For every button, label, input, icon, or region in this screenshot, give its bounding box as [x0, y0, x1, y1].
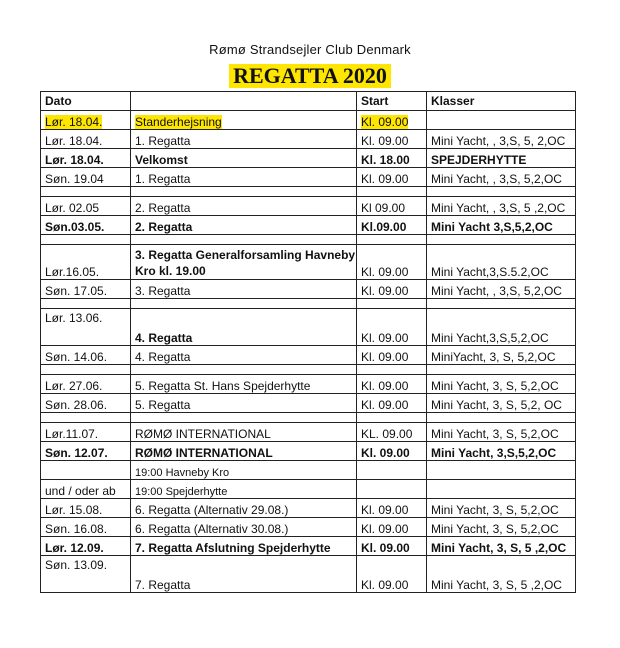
classes-cell [427, 480, 576, 499]
classes-cell [427, 461, 576, 480]
table-row [41, 518, 576, 537]
event-line-2: Kro kl. 19.00 [135, 264, 206, 278]
classes-cell: Mini Yacht, 3, S, 5,2,OC [427, 499, 576, 518]
date-cell: Søn. 12.07. [41, 442, 131, 461]
date-cell: Lør. 27.06. [41, 375, 131, 394]
event-cell: 5. Regatta St. Hans Spejderhytte [131, 375, 357, 394]
start-cell: Kl. 09.00 [357, 375, 427, 394]
date-cell [41, 461, 131, 480]
table-header [41, 92, 576, 111]
date-cell: Lør. 12.09. [41, 537, 131, 556]
event-cell: 6. Regatta (Alternativ 29.08.) [131, 499, 357, 518]
table-row [41, 197, 576, 216]
table-row [41, 245, 576, 280]
table-row [41, 442, 576, 461]
table-row [41, 375, 576, 394]
table-row [41, 423, 576, 442]
table-row [41, 394, 576, 413]
event-cell: 19:00 Havneby Kro [131, 461, 357, 480]
event-cell: 19:00 Spejderhytte [131, 480, 357, 499]
event-line-1: 3. Regatta Generalforsamling Havneby [135, 248, 356, 262]
table-row [41, 111, 576, 130]
classes-cell: Mini Yacht, 3, S, 5 ,2,OC [427, 537, 576, 556]
table-row [41, 556, 576, 593]
date-cell: und / oder ab [41, 480, 131, 499]
classes-cell: Mini Yacht, , 3,S, 5,2,OC [427, 168, 576, 187]
start-cell: KL. 09.00 [357, 423, 427, 442]
table-row [41, 461, 576, 480]
table-row [41, 480, 576, 499]
event-cell: 4. Regatta [131, 309, 357, 346]
classes-cell: Mini Yacht, 3, S, 5,2,OC [427, 423, 576, 442]
start-cell: Kl. 09.00 [357, 556, 427, 593]
spacer-row [41, 187, 576, 197]
event-cell: RØMØ INTERNATIONAL [131, 423, 357, 442]
start-cell: Kl. 09.00 [357, 442, 427, 461]
event-cell: RØMØ INTERNATIONAL [131, 442, 357, 461]
start-cell [357, 480, 427, 499]
table-row [41, 309, 576, 346]
date-cell: Søn. 19.04 [41, 168, 131, 187]
start-cell: Kl. 09.00 [357, 309, 427, 346]
event-cell: 2. Regatta [131, 216, 357, 235]
start-cell: Kl.09.00 [357, 216, 427, 235]
table-row [41, 168, 576, 187]
table-row [41, 280, 576, 299]
event-cell: 4. Regatta [131, 346, 357, 365]
date-cell: Lør.16.05. [41, 245, 131, 280]
date-cell: Lør. 18.04. [41, 111, 131, 130]
col-klasser: Klasser [427, 92, 576, 111]
event-cell: 3. Regatta [131, 280, 357, 299]
date-cell: Lør. 13.06. [41, 309, 131, 346]
classes-cell [427, 111, 576, 130]
event-cell: 5. Regatta [131, 394, 357, 413]
start-cell: Kl. 09.00 [357, 346, 427, 365]
start-cell: Kl. 09.00 [357, 130, 427, 149]
date-cell: Søn. 16.08. [41, 518, 131, 537]
spacer-row [41, 413, 576, 423]
date-cell: Lør. 02.05 [41, 197, 131, 216]
date-cell: Søn. 14.06. [41, 346, 131, 365]
start-cell: Kl. 18.00 [357, 149, 427, 168]
classes-cell: SPEJDERHYTTE [427, 149, 576, 168]
classes-cell: Mini Yacht 3,S,5,2,OC [427, 216, 576, 235]
start-cell: Kl 09.00 [357, 197, 427, 216]
classes-cell: MiniYacht, 3, S, 5,2,OC [427, 346, 576, 365]
table-row [41, 346, 576, 365]
classes-cell: Mini Yacht,3,S.5.2,OC [427, 245, 576, 280]
start-cell: Kl. 09.00 [357, 394, 427, 413]
date-cell: Søn.03.05. [41, 216, 131, 235]
event-cell: Velkomst [131, 149, 357, 168]
classes-cell: Mini Yacht, , 3,S, 5,2,OC [427, 280, 576, 299]
classes-cell: Mini Yacht, 3, S, 5 ,2,OC [427, 556, 576, 593]
spacer-row [41, 299, 576, 309]
event-cell: Standerhejsning [131, 111, 357, 130]
start-cell [357, 461, 427, 480]
classes-cell: Mini Yacht, 3,S,5,2,OC [427, 442, 576, 461]
date-cell: Søn. 17.05. [41, 280, 131, 299]
club-name: Rømø Strandsejler Club Denmark [209, 42, 411, 57]
table-row [41, 149, 576, 168]
table-row [41, 216, 576, 235]
start-cell: Kl. 09.00 [357, 537, 427, 556]
classes-cell: Mini Yacht, , 3,S, 5 ,2,OC [427, 197, 576, 216]
date-cell: Søn. 13.09. [41, 556, 131, 593]
start-cell: Kl. 09.00 [357, 499, 427, 518]
date-cell: Lør. 18.04. [41, 149, 131, 168]
table-row [41, 499, 576, 518]
classes-cell: Mini Yacht,3,S,5,2,OC [427, 309, 576, 346]
date-cell: Lør.11.07. [41, 423, 131, 442]
start-cell: Kl. 09.00 [357, 168, 427, 187]
classes-cell: Mini Yacht, 3, S, 5,2,OC [427, 375, 576, 394]
event-cell: 2. Regatta [131, 197, 357, 216]
title-wrap [0, 64, 620, 88]
event-cell [131, 245, 357, 280]
classes-cell: Mini Yacht, , 3,S, 5, 2,OC [427, 130, 576, 149]
col-start: Start [357, 92, 427, 111]
col-event [131, 92, 357, 111]
event-cell: 7. Regatta Afslutning Spejderhytte [131, 537, 357, 556]
table-row [41, 130, 576, 149]
table-row [41, 537, 576, 556]
event-cell: 6. Regatta (Alternativ 30.08.) [131, 518, 357, 537]
col-dato: Dato [41, 92, 131, 111]
date-cell: Lør. 15.08. [41, 499, 131, 518]
event-cell: 1. Regatta [131, 168, 357, 187]
start-cell: Kl. 09.00 [357, 518, 427, 537]
event-cell: 1. Regatta [131, 130, 357, 149]
classes-cell: Mini Yacht, 3, S, 5,2, OC [427, 394, 576, 413]
page-title: REGATTA 2020 [229, 64, 391, 88]
start-cell: Kl. 09.00 [357, 280, 427, 299]
regatta-table [40, 91, 576, 593]
date-cell: Lør. 18.04. [41, 130, 131, 149]
spacer-row [41, 365, 576, 375]
spacer-row [41, 235, 576, 245]
event-cell: 7. Regatta [131, 556, 357, 593]
classes-cell: Mini Yacht, 3, S, 5,2,OC [427, 518, 576, 537]
start-cell: Kl. 09.00 [357, 111, 427, 130]
date-cell: Søn. 28.06. [41, 394, 131, 413]
start-cell: Kl. 09.00 [357, 245, 427, 280]
